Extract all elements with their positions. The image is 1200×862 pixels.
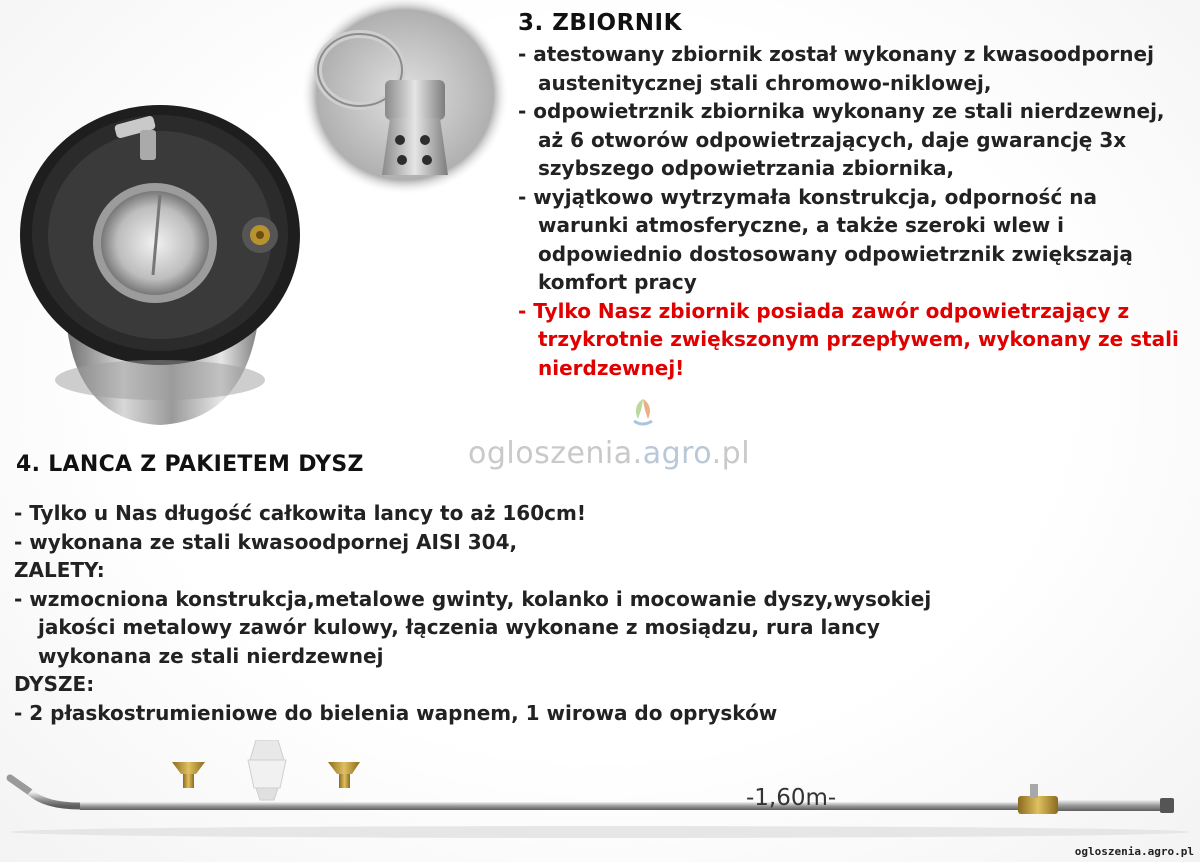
vent-valve-photo [300,0,510,200]
footer-watermark: ogloszenia.agro.pl [1074,845,1194,858]
tank-highlight: - Tylko Nasz zbiornik posiada zawór odpowietrzający z trzykrotnie zwiększonym przepływem, wykonany ze stali nierdzewnej! [518,298,1179,380]
tank-feature-1: - atestowany zbiornik został wykonany z kwasoodpornej austenitycznej stali chromowo-niklowej, [518,42,1154,95]
tank-feature-2: - odpowietrznik zbiornika wykonany ze stali nierdzewnej, aż 6 otworów odpowietrzających, daje gwarancję 3x szybszego odpowietrzania zbiornika, [518,99,1165,180]
tank-feature-3: - wyjątkowo wytrzymała konstrukcja, odporność na warunki atmosferyczne, a także szeroki wlew i odpowiednio dostosowany odpowietrznik zwiększają komfort pracy [518,184,1133,294]
watermark-part2: agro [642,436,712,471]
lance-illustration [0,740,1200,850]
nozzle-swirl-icon [248,740,286,800]
agro-logo-icon [626,395,660,429]
nozzle-flat-1-icon [172,762,205,788]
dysze-line-1: - 2 płaskostrumieniowe do bielenia wapnem, 1 wirowa do oprysków [14,700,778,725]
zalety-label: ZALETY: [14,558,105,582]
watermark-part1: ogloszenia. [468,436,643,471]
tank-photo [10,75,320,435]
lance-line-1: - Tylko u Nas długość całkowita lancy to aż 160cm! [14,501,586,525]
section-tank-title: 3. ZBIORNIK [518,10,682,36]
lance-line-2: - wykonana ze stali kwasoodpornej AISI 304, [14,529,518,554]
lance-length-label: -1,60m- [746,785,837,811]
section-tank [518,10,1193,382]
section-lance-title: 4. LANCA Z PAKIETEM DYSZ [16,452,364,477]
zalety-line-3: wykonana ze stali nierdzewnej [38,643,384,668]
section-lance [14,452,1174,727]
watermark-part3: .pl [711,436,751,471]
nozzle-flat-2-icon [328,762,360,788]
zalety-line-1: - wzmocniona konstrukcja,metalowe gwinty, kolanko i mocowanie dyszy,wysokiej [14,586,932,611]
dysze-label: DYSZE: [14,672,95,696]
zalety-line-2: jakości metalowy zawór kulowy, łączenia wykonane z mosiądzu, rura lancy [38,615,880,639]
